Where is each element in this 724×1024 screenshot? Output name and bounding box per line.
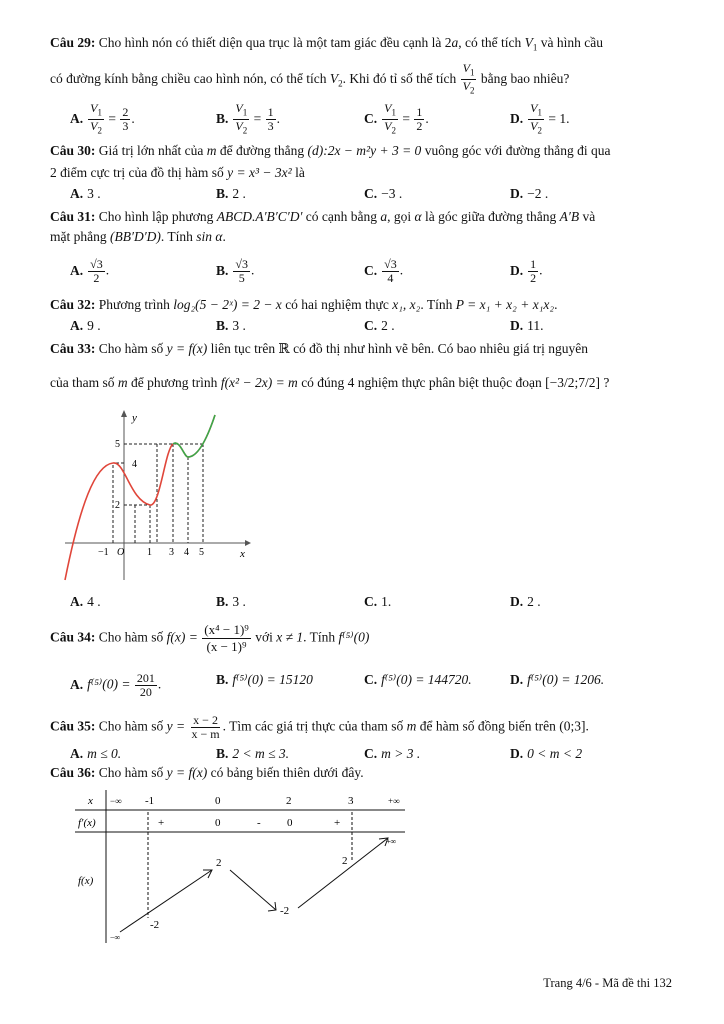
option-a[interactable]: A. $\frac{√3}{2}$ . bbox=[70, 257, 110, 285]
fprime-sign: + bbox=[334, 817, 341, 829]
question-31-options bbox=[70, 257, 674, 285]
question-31-line2: mặt phẳng (BB′D′D). Tính sin α. bbox=[50, 229, 226, 244]
page-footer: Trang 4/6 - Mã đề thi 132 bbox=[543, 976, 672, 990]
fprime-sign: + bbox=[158, 817, 165, 829]
option-a[interactable]: A. 4 . bbox=[70, 594, 101, 609]
x-tick: 5 bbox=[199, 547, 204, 558]
question-29-options bbox=[70, 101, 674, 136]
question-label: Câu 29: bbox=[50, 35, 96, 50]
x-tick: 3 bbox=[169, 547, 174, 558]
variation-arrows bbox=[120, 838, 388, 932]
function-curve-green bbox=[173, 415, 215, 457]
x-value: +∞ bbox=[388, 796, 400, 806]
question-30-line2: 2 điểm cực trị của đồ thị hàm số y = x³ − 3x² là bbox=[50, 165, 305, 180]
option-c[interactable]: C. f⁽⁵⁾(0) = 144720. bbox=[364, 672, 472, 687]
question-34-options bbox=[70, 671, 674, 699]
x-tick: −1 bbox=[98, 547, 109, 558]
y-tick: 2 bbox=[115, 500, 120, 511]
option-b[interactable]: B. $\frac{V_1}{V_2}$ = $\frac{1}{3}$ . bbox=[216, 101, 280, 136]
y-axis-arrow-icon bbox=[121, 410, 127, 417]
option-d[interactable]: D. 11. bbox=[510, 318, 544, 333]
f-value: +∞ bbox=[386, 837, 397, 846]
fprime-sign: - bbox=[257, 817, 261, 829]
f-value: 2 bbox=[216, 857, 222, 869]
function-graph bbox=[60, 405, 260, 585]
x-value: 0 bbox=[215, 795, 221, 807]
option-b[interactable]: B. f⁽⁵⁾(0) = 15120 bbox=[216, 672, 313, 687]
question-29: Câu 29: Cho hình nón có thiết diện qua trục là một tam giác đều cạnh là 2a, có thể tích $V_1$ và hình cầu bbox=[50, 35, 604, 53]
f-value: -2 bbox=[280, 905, 290, 917]
x-tick: 1 bbox=[147, 547, 152, 558]
question-35-options bbox=[70, 746, 674, 766]
x-axis-arrow-icon bbox=[245, 540, 251, 546]
question-30: Câu 30: Giá trị lớn nhất của m để đường thẳng (d):2x − m²y + 3 = 0 vuông góc với đường thẳng đi qua bbox=[50, 143, 611, 158]
y-tick: 5 bbox=[115, 439, 120, 450]
question-36: Câu 36: Cho hàm số y = f(x) có bảng biến thiên dưới đây. bbox=[50, 765, 364, 780]
question-30-options bbox=[70, 186, 674, 206]
question-33-line2: của tham số m để phương trình f(x² − 2x) = m có đúng 4 nghiệm thực phân biệt thuộc đoạn [−3/2;7/2] ? bbox=[50, 375, 610, 390]
option-c[interactable]: C. $\frac{√3}{4}$ . bbox=[364, 257, 404, 285]
y-tick: 4 bbox=[132, 459, 137, 470]
option-c[interactable]: C. 1. bbox=[364, 594, 392, 609]
option-c[interactable]: C. m > 3 . bbox=[364, 746, 421, 761]
row-label-f: f(x) bbox=[78, 875, 94, 887]
option-d[interactable]: D. f⁽⁵⁾(0) = 1206. bbox=[510, 672, 605, 687]
option-b[interactable]: B. 2 < m ≤ 3. bbox=[216, 746, 290, 761]
x-value: -1 bbox=[145, 795, 155, 807]
question-31: Câu 31: Cho hình lập phương ABCD.A′B′C′D′ có cạnh bằng a, gọi α là góc giữa đường thẳng A′B và bbox=[50, 209, 596, 224]
option-d[interactable]: D. $\frac{1}{2}$ . bbox=[510, 257, 543, 285]
variation-table bbox=[70, 788, 410, 948]
x-tick: 4 bbox=[184, 547, 189, 558]
question-29-line2: có đường kính bằng chiều cao hình nón, có thể tích $V_2$. Khi đó tỉ số thể tích $\frac{V_1}{V_2}$ bằng bao nhiêu? bbox=[50, 61, 570, 96]
option-b[interactable]: B. $\frac{√3}{5}$ . bbox=[216, 257, 255, 285]
fprime-sign: 0 bbox=[287, 817, 293, 829]
f-value: -2 bbox=[150, 919, 160, 931]
option-a[interactable]: A. 9 . bbox=[70, 318, 101, 333]
option-d[interactable]: D. −2 . bbox=[510, 186, 549, 201]
option-a[interactable]: A. m ≤ 0. bbox=[70, 746, 122, 761]
fprime-sign: 0 bbox=[215, 817, 221, 829]
question-33: Câu 33: Cho hàm số y = f(x) liên tục trên ℝ có đồ thị như hình vẽ bên. Có bao nhiêu giá trị nguyên bbox=[50, 341, 588, 356]
function-curve-red bbox=[65, 415, 215, 580]
question-33-options bbox=[70, 594, 674, 614]
option-d[interactable]: D. $\frac{V_1}{V_2}$ = 1. bbox=[510, 101, 570, 136]
option-c[interactable]: C. −3 . bbox=[364, 186, 403, 201]
f-value: 2 bbox=[342, 855, 348, 867]
option-c[interactable]: C. 2 . bbox=[364, 318, 395, 333]
y-axis-label: y bbox=[132, 412, 137, 424]
option-b[interactable]: B. 3 . bbox=[216, 318, 246, 333]
x-axis-label: x bbox=[240, 548, 245, 560]
question-35: Câu 35: Cho hàm số y = $\frac{x - 2}{x - m}$ . Tìm các giá trị thực của tham số m để hàm số đồng biến trên (0;3]. bbox=[50, 713, 589, 741]
question-32: Câu 32: Phương trình log₂(5 − 2ˣ) = 2 − x có hai nghiệm thực x₁, x₂. Tính P = x₁ + x₂ + x₁x₂. bbox=[50, 297, 558, 312]
x-value: 2 bbox=[286, 795, 292, 807]
x-value: −∞ bbox=[110, 796, 122, 806]
option-a[interactable]: A. $\frac{V_1}{V_2}$ = $\frac{2}{3}$ . bbox=[70, 101, 135, 136]
option-b[interactable]: B. 2 . bbox=[216, 186, 246, 201]
question-34: Câu 34: Cho hàm số f(x) = $\frac{\text{(x⁴ − 1)⁹}}{\text{(x − 1)⁹}}$ với x ≠ 1. Tính f⁽⁵⁾(0) bbox=[50, 622, 370, 654]
row-label-x: x bbox=[88, 795, 93, 807]
option-d[interactable]: D. 2 . bbox=[510, 594, 541, 609]
origin-label: O bbox=[117, 547, 125, 558]
option-c[interactable]: C. $\frac{V_1}{V_2}$ = $\frac{1}{2}$ . bbox=[364, 101, 429, 136]
ratio-fraction: $\frac{V_1}{V_2}$ bbox=[462, 61, 475, 96]
question-32-options bbox=[70, 318, 674, 338]
x-value: 3 bbox=[348, 795, 354, 807]
option-a[interactable]: A. 3 . bbox=[70, 186, 101, 201]
row-label-fprime: f′(x) bbox=[78, 817, 96, 829]
option-a[interactable]: A. f⁽⁵⁾(0) = $\frac{201}{20}$ . bbox=[70, 671, 162, 699]
f-value: −∞ bbox=[110, 933, 121, 942]
option-b[interactable]: B. 3 . bbox=[216, 594, 246, 609]
option-d[interactable]: D. 0 < m < 2 bbox=[510, 746, 583, 761]
